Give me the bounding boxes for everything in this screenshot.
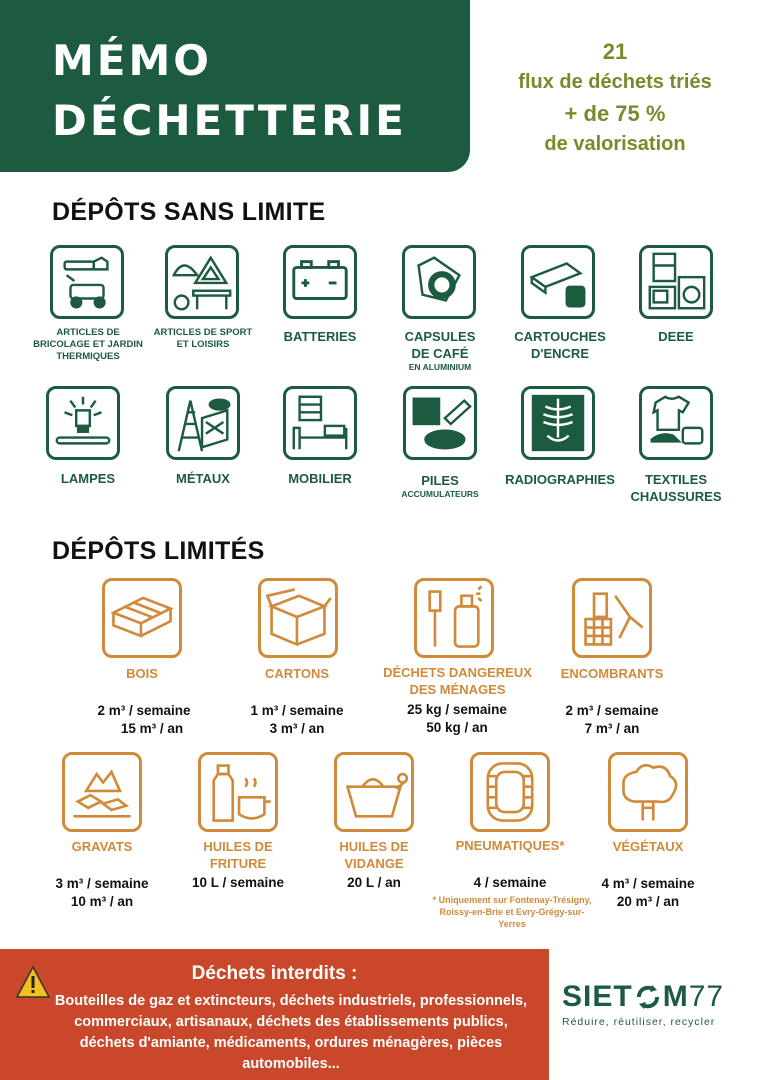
limited-quota-8: 4 / semaine [473, 875, 547, 890]
forbidden-title: Déchets interdits : [191, 963, 358, 984]
limited-quota-9-week: 4 m³ / semaine [601, 876, 695, 891]
limited-label-6: HUILES DE FRITURE [203, 839, 273, 871]
limited-quota-4-week: 2 m³ / semaine [565, 703, 659, 718]
limited-label-4: ENCOMBRANTS [560, 666, 664, 681]
limited-label-5: GRAVATS [71, 839, 133, 854]
limited-quota-2 [227, 702, 367, 738]
limited-label-2: CARTONS [264, 666, 330, 681]
unlimited-label-10-sub: ACCUMULATEURS [401, 489, 479, 499]
metals-icon [166, 386, 240, 460]
appliances-icon [639, 245, 713, 319]
logo-name-right: M [662, 980, 689, 1013]
logo-number: 77 [688, 980, 725, 1013]
cardboard-box-icon [258, 578, 338, 658]
limited-quota-6: 10 L / semaine [191, 875, 285, 890]
logo-name [562, 980, 747, 1014]
tire-icon [470, 752, 550, 832]
frying-oil-icon [198, 752, 278, 832]
limited-quota-4-year: 7 m³ / an [584, 721, 640, 736]
limited-label-1: BOIS [126, 666, 158, 681]
textiles-shoes-icon [639, 386, 713, 460]
limited-quota-7: 20 L / an [347, 875, 401, 890]
limited-quota-1-year: 15 m³ / an [120, 721, 184, 736]
sietom-logo [562, 980, 747, 1028]
unlimited-label-11: RADIOGRAPHIES [505, 472, 615, 487]
limited-label-9: VÉGÉTAUX [612, 839, 684, 854]
wood-pallet-icon [102, 578, 182, 658]
title-line-1: MÉMO [52, 36, 212, 85]
limited-quota-9-year: 20 m³ / an [616, 894, 680, 909]
unlimited-label-2: ARTICLES DE SPORT ET LOISIRS [153, 327, 253, 350]
recycle-arrows-icon [633, 982, 663, 1012]
unlimited-label-8: MÉTAUX [176, 471, 230, 486]
tire-footnote: * Uniquement sur Fontenay-Trésigny, Roissy-en-Brie et Evry-Grégy-sur-Yerres [432, 895, 592, 929]
unlimited-label-3: BATTERIES [283, 329, 357, 344]
unlimited-label-1: ARTICLES DE BRICOLAGE ET JARDIN THERMIQUES [33, 327, 143, 362]
limited-label-7: HUILES DE VIDANGE [339, 839, 409, 871]
forbidden-box [0, 949, 549, 1080]
forbidden-text: Bouteilles de gaz et extincteurs, déchets industriels, professionnels, commerciaux, artisanaux, déchets des établissements publics, déchets d'amiante, médicaments, ordures ménagères, pièces automobiles... [54, 993, 528, 1072]
hazardous-waste-icon [414, 578, 494, 658]
stats-block [490, 36, 740, 160]
x-ray-icon [521, 386, 595, 460]
section-title-limited: DÉPÔTS LIMITÉS [52, 537, 265, 565]
rubble-icon [62, 752, 142, 832]
unlimited-label-4-sub: EN ALUMINIUM [408, 362, 472, 372]
limited-quota-5-week: 3 m³ / semaine [55, 876, 149, 891]
section-title-unlimited: DÉPÔTS SANS LIMITE [52, 198, 326, 226]
limited-label-8: PNEUMATIQUES* [455, 838, 565, 853]
sport-leisure-icon [165, 245, 239, 319]
limited-quota-2-week: 1 m³ / semaine [250, 703, 344, 718]
unlimited-label-4-main: CAPSULES DE CAFÉ [404, 329, 476, 361]
batteries-cells-icon [403, 386, 477, 460]
limited-quota-2-year: 3 m³ / an [269, 721, 325, 736]
furniture-icon [283, 386, 357, 460]
limited-quota-3-week: 25 kg / semaine [407, 702, 507, 717]
limited-quota-1 [72, 702, 232, 738]
unlimited-label-12: TEXTILES CHAUSSURES [630, 472, 722, 504]
limited-quota-9 [578, 875, 718, 911]
chainsaw-lawnmower-icon [50, 245, 124, 319]
limited-quota-4 [542, 702, 682, 738]
unlimited-label-7: LAMPES [60, 471, 116, 486]
unlimited-label-10 [380, 472, 500, 500]
lamp-icon [46, 386, 120, 460]
unlimited-label-10-main: PILES [421, 473, 459, 488]
title-line-2: DÉCHETTERIE [52, 96, 407, 145]
logo-name-left: SIET [562, 980, 633, 1013]
limited-quota-3-year: 50 kg / an [426, 720, 488, 735]
logo-tagline: Réduire, réutiliser, recycler [562, 1016, 716, 1028]
unlimited-label-9: MOBILIER [288, 471, 352, 486]
limited-quota-5-year: 10 m³ / an [70, 894, 134, 909]
unlimited-label-6: DEEE [658, 329, 694, 344]
limited-quota-5 [32, 875, 172, 911]
tree-icon [608, 752, 688, 832]
stats-percent: + de 75 % [564, 101, 666, 126]
unlimited-label-4 [395, 328, 485, 373]
limited-quota-1-week: 2 m³ / semaine [97, 703, 191, 718]
stats-count: 21 [602, 39, 628, 64]
coffee-capsule-icon [402, 245, 476, 319]
battery-icon [283, 245, 357, 319]
bulky-items-icon [572, 578, 652, 658]
header-banner [0, 0, 470, 172]
unlimited-label-5: CARTOUCHES D'ENCRE [514, 329, 606, 361]
oil-can-icon [334, 752, 414, 832]
warning-icon [15, 965, 51, 999]
ink-cartridge-icon [521, 245, 595, 319]
limited-label-3: DÉCHETS DANGEREUX DES MÉNAGES [383, 665, 532, 697]
stats-valorisation: de valorisation [544, 133, 686, 155]
stats-flows: flux de déchets triés [518, 71, 712, 93]
limited-quota-3 [382, 701, 532, 737]
